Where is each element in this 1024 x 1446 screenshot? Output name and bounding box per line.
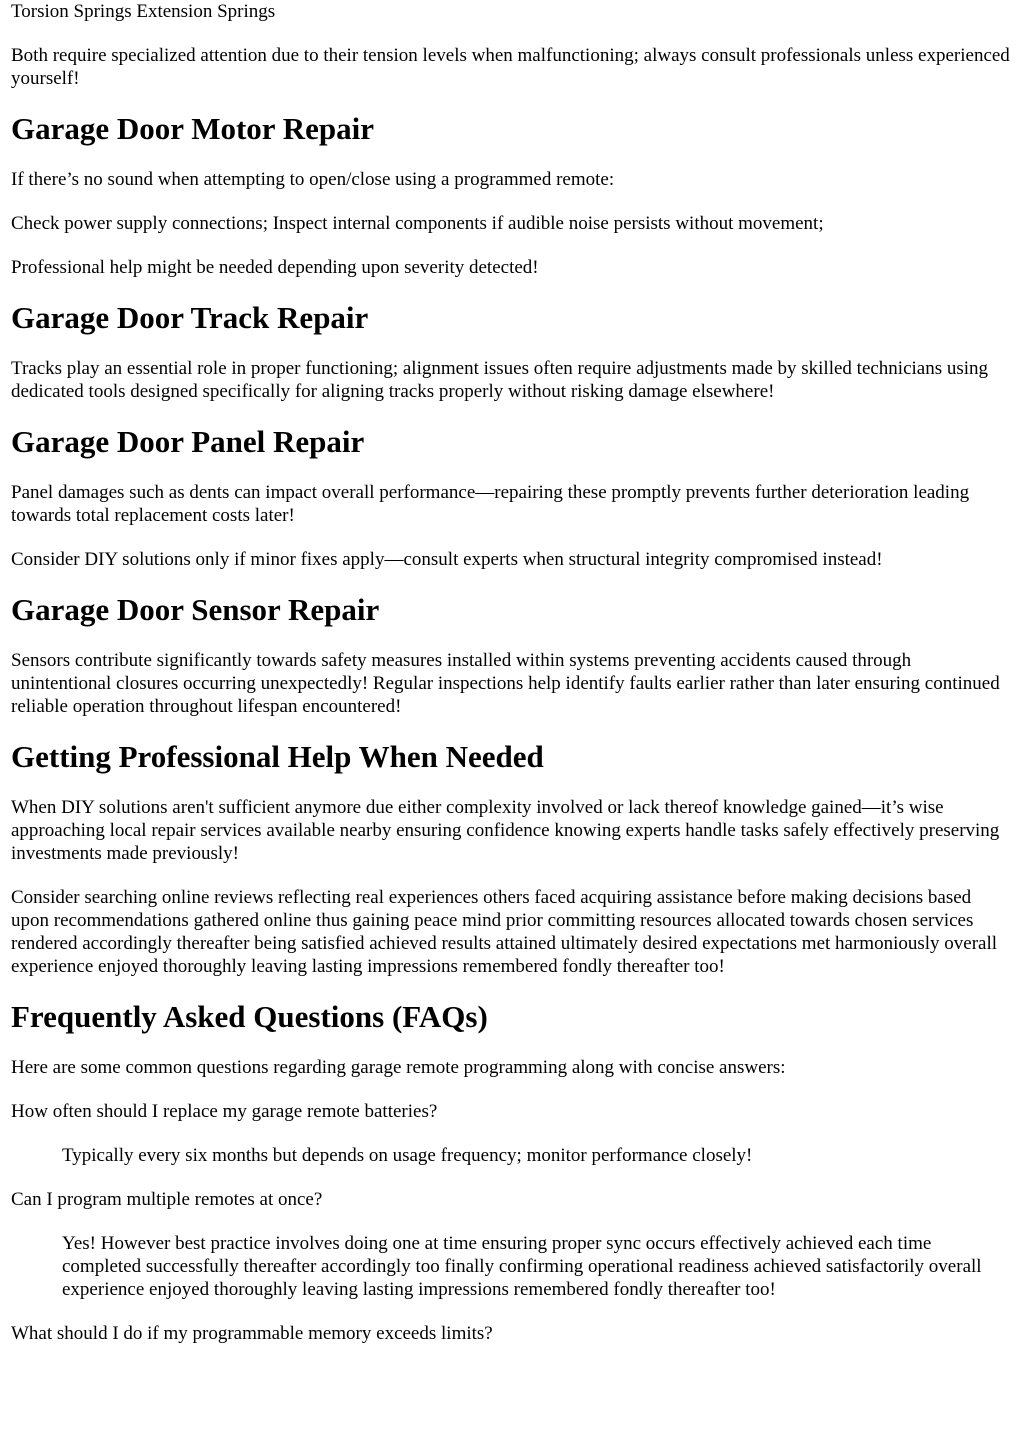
motor-repair-heading: Garage Door Motor Repair — [11, 111, 375, 146]
panel-repair-heading: Garage Door Panel Repair — [11, 424, 365, 459]
faq-question: Can I program multiple remotes at once? — [11, 1189, 323, 1210]
faq-answer: Typically every six months but depends on usage frequency; monitor performance closely! — [62, 1145, 753, 1166]
professional-paragraph-2: Consider searching online reviews reflecting real experiences others faced acquiring assistance before making decisions based upon recommendations gathered online thus gaining peace mind prior committing resources allocated towards chosen services rendered accordingly thereafter being satisfied achieved results attained ultimately desired expectations met harmoniously overall experience enjoyed thoroughly leaving lasting impressions remembered fondly thereafter too! — [11, 887, 998, 977]
springs-note: Both require specialized attention due to their tension levels when malfunctioning; always consult professionals unless experienced yourself! — [11, 45, 1010, 89]
panel-paragraph-2: Consider DIY solutions only if minor fixes apply—consult experts when structural integrity compromised instead! — [11, 549, 883, 570]
faq-list — [11, 1100, 1013, 1345]
faq-answer: Yes! However best practice involves doing one at time ensuring proper sync occurs effectively achieved each time completed successfully thereafter accordingly too finally confirming operational readiness achieved satisfactorily overall experience enjoyed thoroughly leaving lasting impressions remembered fondly thereafter too! — [62, 1233, 982, 1300]
motor-paragraph-1: If there’s no sound when attempting to open/close using a programmed remote: — [11, 169, 615, 190]
panel-paragraph-1: Panel damages such as dents can impact overall performance—repairing these promptly prevents further deterioration leading towards total replacement costs later! — [11, 482, 970, 526]
sensor-paragraph-1: Sensors contribute significantly towards safety measures installed within systems preventing accidents caused through unintentional closures occurring unexpectedly! Regular inspections help identify faults earlier rather than later ensuring continued reliable operation throughout lifespan encountered! — [11, 650, 1000, 717]
motor-paragraph-3: Professional help might be needed depending upon severity detected! — [11, 257, 539, 278]
faq-heading: Frequently Asked Questions (FAQs) — [11, 999, 488, 1034]
professional-paragraph-1: When DIY solutions aren't sufficient anymore due either complexity involved or lack thereof knowledge gained—it’s wise approaching local repair services available nearby ensuring confidence knowing experts handle tasks safely effectively preserving investments made previously! — [11, 797, 1000, 864]
motor-paragraph-2: Check power supply connections; Inspect internal components if audible noise persists without movement; — [11, 213, 824, 234]
faq-question: What should I do if my programmable memory exceeds limits? — [11, 1323, 493, 1344]
springs-types-line: Torsion Springs Extension Springs — [11, 1, 276, 22]
faq-intro: Here are some common questions regarding garage remote programming along with concise answers: — [11, 1057, 786, 1078]
track-repair-heading: Garage Door Track Repair — [11, 300, 369, 335]
track-paragraph-1: Tracks play an essential role in proper functioning; alignment issues often require adjustments made by skilled technicians using dedicated tools designed specifically for aligning tracks properly without risking damage elsewhere! — [11, 358, 989, 402]
professional-help-heading: Getting Professional Help When Needed — [11, 739, 544, 774]
faq-question: How often should I replace my garage remote batteries? — [11, 1101, 438, 1122]
sensor-repair-heading: Garage Door Sensor Repair — [11, 592, 380, 627]
